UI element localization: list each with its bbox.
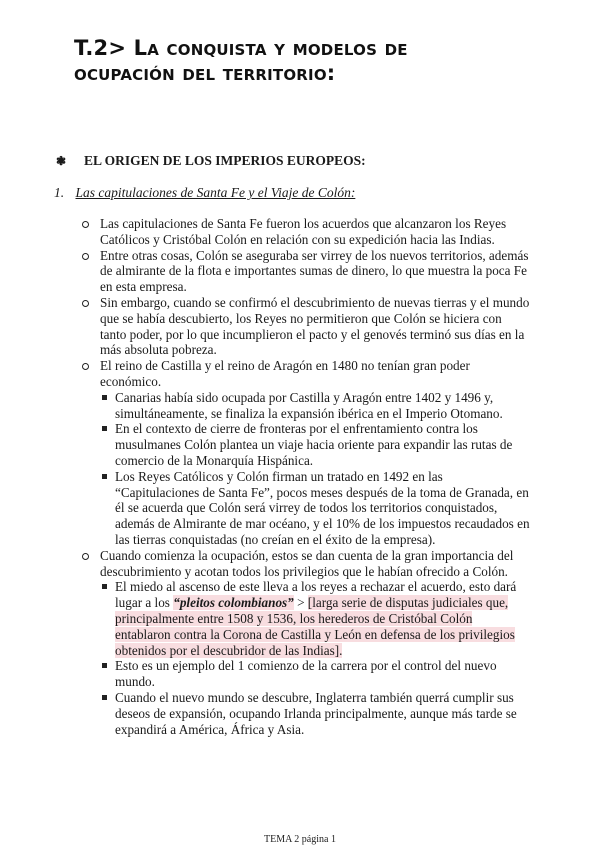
sub-list-item — [100, 579, 530, 658]
sub-list-item-text: En el contexto de cierre de fronteras por el enfrentamiento contra los musulmanes Colón plantea un viaje hacia oriente para expandir las rutas de comercio de la Monarquía Hispánica. — [115, 421, 513, 468]
sub-list-item — [100, 469, 530, 548]
sub-list-item-text: Los Reyes Católicos y Colón firman un tratado en 1492 en las “Capitulaciones de Santa Fe”, pocos meses después de la toma de Granada, en él se acuerda que Colón será virrey de todos los territorios conquistados, además de Almirante de mar océano, y el 10% de los impuestos recaudados en las tierras conquistadas (no creían en el éxito de la empresa). — [115, 468, 530, 547]
list-item-text: Entre otras cosas, Colón se aseguraba ser virrey de los nuevos territorios, además de almirante de la flota e importantes sumas de dinero, lo que muestra la poca Fe en esta empresa. — [100, 247, 529, 295]
list-item — [78, 216, 530, 248]
list-item — [78, 295, 530, 358]
sub-bullet-list — [100, 579, 530, 737]
list-item-text: El reino de Castilla y el reino de Aragón en 1480 no tenían gran poder económico. — [100, 358, 470, 389]
title-line-1: T.2> La conquista y modelos de — [74, 36, 408, 60]
list-item-text: Cuando comienza la ocupación, estos se dan cuenta de la gran importancia del descubrimiento y acotan todos los privilegios que le habían ofrecido a Colón. — [100, 547, 514, 579]
sub-list-item-text: > — [293, 595, 308, 611]
list-item — [78, 548, 530, 738]
page-title — [74, 36, 544, 86]
subsection-number: 1. — [54, 185, 65, 200]
sub-list-item-text: El miedo al ascenso de este lleva a los reyes a rechazar el acuerdo, esto dará lugar a los — [115, 579, 517, 611]
subsection-heading — [54, 185, 355, 201]
section-heading-text: EL ORIGEN DE LOS IMPERIOS EUROPEOS: — [84, 153, 366, 168]
bullet-list — [78, 216, 530, 737]
list-item — [78, 358, 530, 548]
sub-list-item-text: Esto es un ejemplo del 1 comienzo de la carrera por el control del nuevo mundo. — [115, 658, 497, 690]
title-line-2: ocupación del territorio: — [74, 61, 336, 85]
subsection-title: Las capitulaciones de Santa Fe y el Viaje de Colón: — [75, 185, 356, 200]
content-body — [78, 216, 530, 737]
sub-list-item — [100, 390, 530, 422]
list-item — [78, 248, 530, 295]
sub-list-item-text: Cuando el nuevo mundo se descubre, Inglaterra también querrá cumplir sus deseos de expansión, ocupando Irlanda principalmente, aunque más tarde se expandirá a América, África y Asia. — [115, 689, 517, 737]
highlighted-definition: [larga serie de disputas judiciales que, principalmente entre 1508 y 1536, los herederos de Cristóbal Colón entablaron contra la Corona de Castilla y León en defensa de los privilegios obtenidos por el descubridor de las Indias]. — [115, 595, 515, 658]
highlighted-term: “pleitos colombianos” — [173, 595, 294, 611]
section-heading — [56, 153, 366, 169]
sub-list-item — [100, 421, 530, 468]
sub-list-item-text: Canarias había sido ocupada por Castilla y Aragón entre 1402 y 1496 y, simultáneamente, se finaliza la expansión ibérica en el Imperio Otomano. — [115, 389, 503, 421]
sub-bullet-list — [100, 390, 530, 548]
list-item-text: Sin embargo, cuando se confirmó el descubrimiento de nuevas tierras y el mundo que se había descubierto, los Reyes no permitieron que Colón se hiciera con tanto poder, por lo que incumplieron el pacto y el genovés terminó sus días en la más absoluta pobreza. — [100, 294, 530, 358]
sub-list-item — [100, 658, 530, 690]
list-item-text: Las capitulaciones de Santa Fe fueron los acuerdos que alcanzaron los Reyes Católicos y Cristóbal Colón en relación con su expedición hacia las Indias. — [100, 216, 507, 247]
page-footer: TEMA 2 página 1 — [264, 834, 336, 845]
flower-bullet-icon: ❃ — [56, 153, 67, 168]
sub-list-item — [100, 690, 530, 737]
